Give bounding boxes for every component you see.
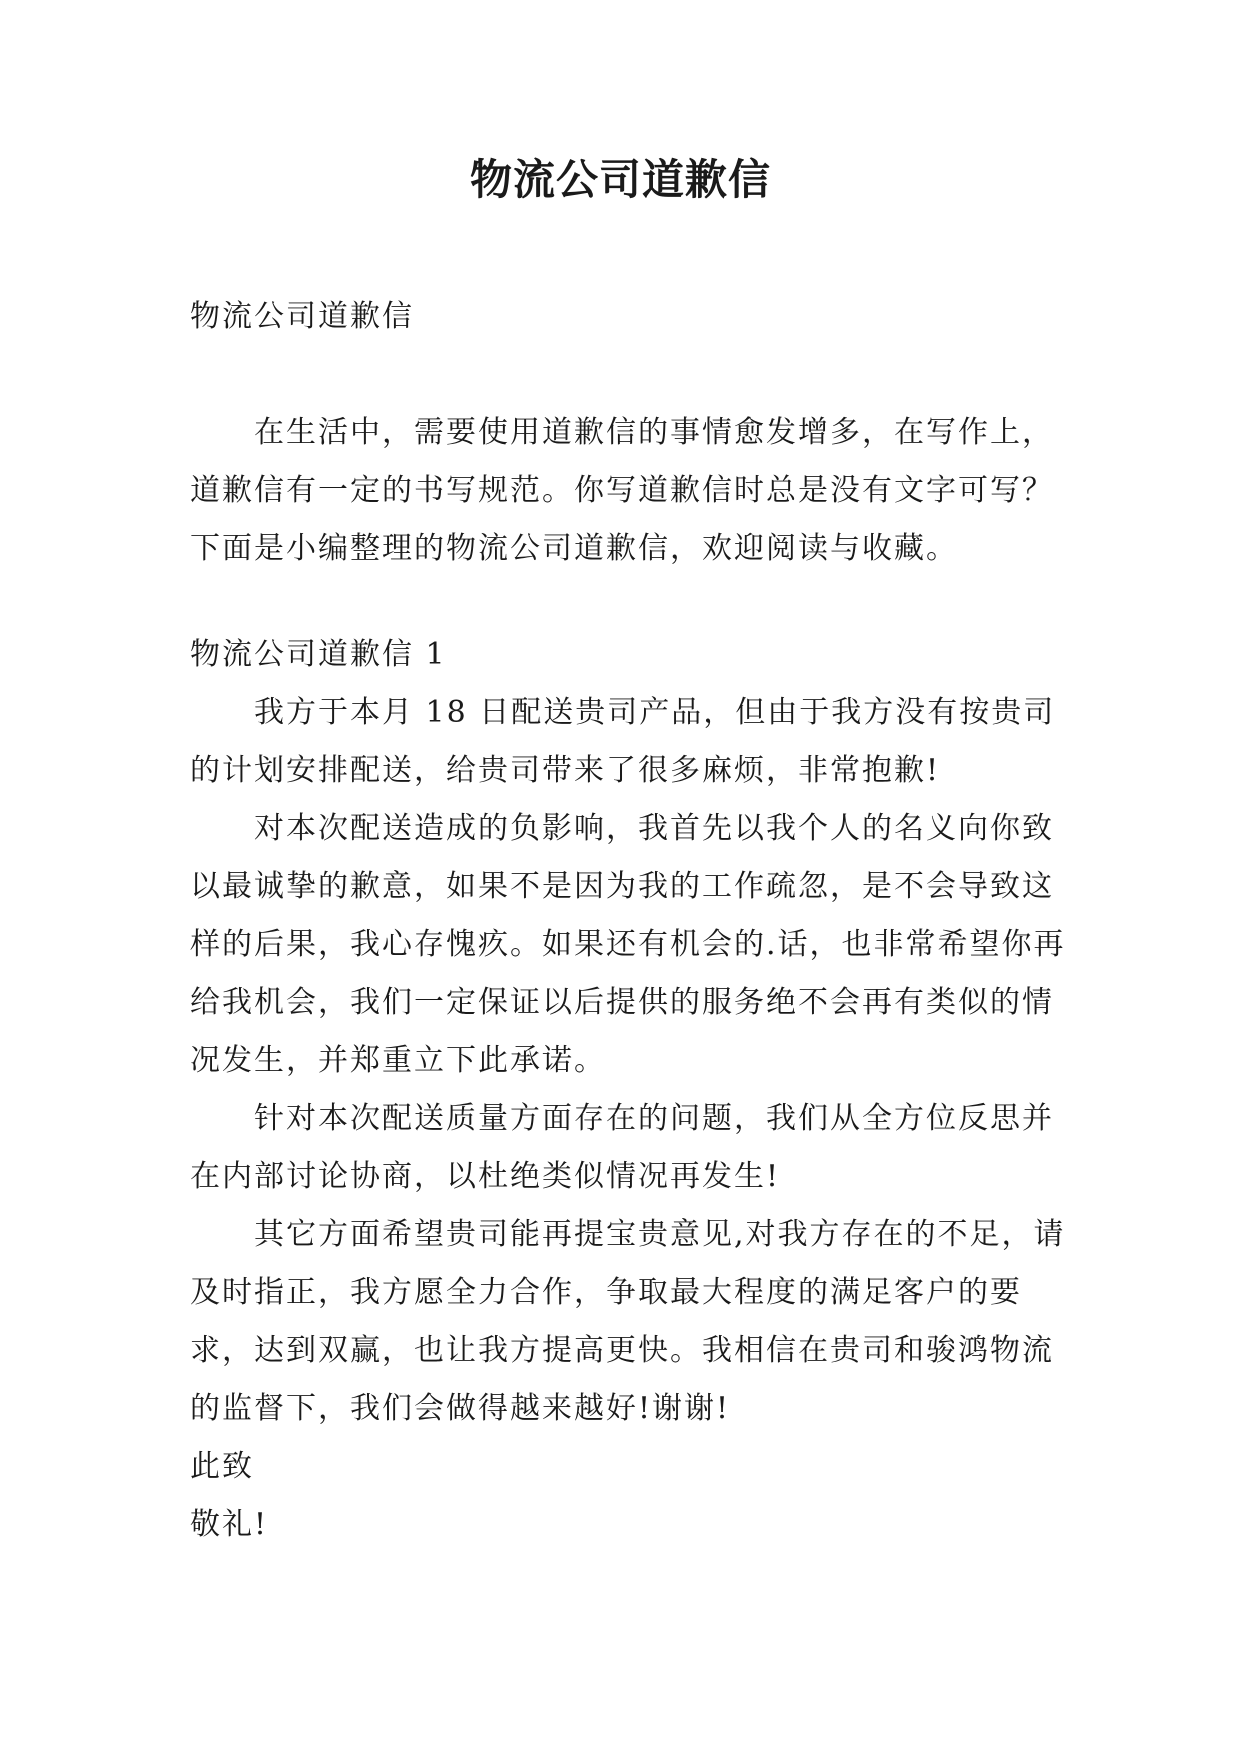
intro-paragraph: 在生活中，需要使用道歉信的事情愈发增多，在写作上，道歉信有一定的书写规范。你写道歉信时总是没有文字可写？下面是小编整理的物流公司道歉信，欢迎阅读与收藏。 bbox=[190, 415, 1054, 566]
body-paragraph-1: 我方于本月 18 日配送贵司产品，但由于我方没有按贵司的计划安排配送，给贵司带来了很多麻烦，非常抱歉! bbox=[190, 695, 1056, 788]
document-subtitle: 物流公司道歉信 bbox=[190, 299, 414, 334]
closing-line: 此致 bbox=[190, 1449, 254, 1484]
body-paragraph-4: 其它方面希望贵司能再提宝贵意见,对我方存在的不足，请及时指正，我方愿全力合作，争取最大程度的满足客户的要求，达到双赢，也让我方提高更快。我相信在贵司和骏鸿物流的监督下，我们会做得越来越好!谢谢! bbox=[190, 1217, 1066, 1426]
document-body bbox=[190, 288, 1070, 1554]
body-paragraph-2: 对本次配送造成的负影响，我首先以我个人的名义向你致以最诚挚的歉意，如果不是因为我的工作疏忽，是不会导致这样的后果，我心存愧疚。如果还有机会的.话，也非常希望你再给我机会，我们一定保证以后提供的服务绝不会再有类似的情况发生，并郑重立下此承诺。 bbox=[190, 811, 1066, 1078]
body-paragraph-3: 针对本次配送质量方面存在的问题，我们从全方位反思并在内部讨论协商，以杜绝类似情况再发生! bbox=[190, 1101, 1054, 1194]
salutation-line: 敬礼! bbox=[190, 1507, 269, 1542]
section-heading: 物流公司道歉信 1 bbox=[190, 637, 447, 672]
document-title: 物流公司道歉信 bbox=[469, 155, 771, 204]
